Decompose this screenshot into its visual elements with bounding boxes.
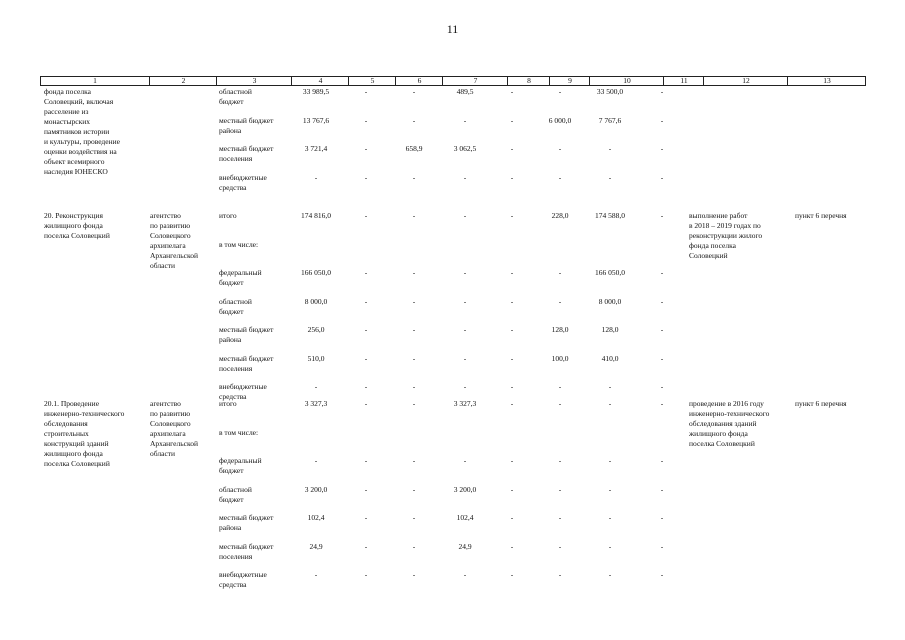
- value-cell: -: [510, 541, 514, 551]
- activity-name-line: объект всемирного: [44, 157, 105, 166]
- value-cell: -: [463, 570, 467, 579]
- activity-name-line: 20. Реконструкция: [44, 211, 103, 220]
- result-line: фонда поселка: [689, 241, 736, 250]
- value-cell: -: [463, 115, 467, 125]
- activity-name-line: поселка Соловецкий: [44, 231, 110, 240]
- column-header-9: 9: [549, 77, 590, 85]
- value-cell: -: [510, 268, 514, 277]
- value-cell: -: [510, 399, 514, 408]
- value-cell: -: [608, 456, 612, 465]
- value-cell: -: [608, 399, 612, 408]
- reference-cell: пункт 6 перечня: [795, 399, 847, 408]
- executor-line: по развитию: [150, 221, 191, 230]
- value-cell: -: [660, 456, 664, 465]
- funding-source-line: местный бюджет: [219, 353, 274, 363]
- value-cell: -: [660, 382, 664, 391]
- activity-name-line: жилищного фонда: [44, 449, 103, 458]
- funding-source-line: средства: [219, 182, 247, 192]
- value-cell: 166 050,0: [301, 268, 331, 277]
- column-header-13: 13: [787, 77, 866, 85]
- activity-name-line: 20.1. Проведение: [44, 399, 100, 408]
- value-cell: -: [660, 296, 664, 306]
- result-line: жилищного фонда: [689, 429, 748, 438]
- value-cell: -: [660, 399, 664, 408]
- value-cell: -: [364, 325, 368, 334]
- result-line: в 2018 – 2019 годах по: [689, 221, 761, 230]
- value-cell: -: [463, 325, 467, 334]
- funding-source-line: федеральный: [219, 268, 262, 277]
- value-cell: 8 000,0: [304, 296, 328, 306]
- funding-source-line: бюджет: [219, 306, 244, 316]
- funding-source-line: района: [219, 335, 242, 344]
- value-cell: 256,0: [307, 325, 325, 334]
- value-cell: -: [558, 456, 562, 465]
- value-cell: 128,0: [551, 325, 569, 334]
- activity-name-line: наследия ЮНЕСКО: [44, 167, 108, 176]
- value-cell: -: [364, 456, 368, 465]
- executor-line: архипелага: [150, 429, 186, 438]
- value-cell: -: [660, 353, 664, 363]
- value-cell: 24,9: [309, 541, 323, 551]
- value-cell: -: [608, 570, 612, 579]
- value-cell: -: [412, 570, 416, 579]
- value-cell: -: [660, 144, 664, 153]
- value-cell: -: [510, 456, 514, 465]
- value-cell: -: [510, 513, 514, 522]
- activity-name-line: фонда поселка: [44, 87, 91, 96]
- value-cell: -: [558, 484, 562, 494]
- value-cell: 3 327,3: [304, 399, 328, 408]
- reference-cell: пункт 6 перечня: [795, 211, 847, 220]
- value-cell: -: [660, 541, 664, 551]
- funding-source-line: областной: [219, 484, 252, 494]
- value-cell: -: [660, 513, 664, 522]
- funding-source-line: областной: [219, 296, 252, 306]
- value-cell: -: [314, 172, 318, 182]
- activity-name-line: монастырских: [44, 117, 90, 126]
- value-cell: -: [558, 513, 562, 522]
- column-header-4: 4: [291, 77, 349, 85]
- funding-source-line: поселения: [219, 154, 253, 163]
- value-cell: -: [364, 144, 368, 153]
- value-cell: -: [608, 382, 612, 391]
- value-cell: -: [412, 268, 416, 277]
- value-cell: -: [608, 484, 612, 494]
- activity-name-line: расселение из: [44, 107, 89, 116]
- value-cell: -: [608, 541, 612, 551]
- value-cell: -: [412, 456, 416, 465]
- value-cell: -: [660, 87, 664, 96]
- funding-source-line: областной: [219, 87, 252, 96]
- value-cell: 128,0: [601, 325, 619, 334]
- column-header-2: 2: [149, 77, 217, 85]
- value-cell: 228,0: [551, 211, 569, 220]
- column-header-1: 1: [93, 76, 97, 85]
- activity-name-line: жилищного фонда: [44, 221, 103, 230]
- value-cell: -: [608, 172, 612, 182]
- value-cell: -: [463, 172, 467, 182]
- value-cell: -: [364, 87, 368, 96]
- funding-source-line: внебюджетные: [219, 570, 267, 579]
- value-cell: 3 327,3: [453, 399, 477, 408]
- funding-source-line: местный бюджет: [219, 325, 274, 334]
- funding-source-line: внебюджетные: [219, 172, 267, 182]
- value-cell: -: [463, 456, 467, 465]
- value-cell: -: [510, 353, 514, 363]
- value-cell: 410,0: [601, 353, 619, 363]
- value-cell: -: [314, 456, 318, 465]
- value-cell: 174 816,0: [301, 211, 331, 220]
- value-cell: 658,9: [405, 144, 423, 153]
- value-cell: -: [412, 353, 416, 363]
- column-header-12: 12: [703, 77, 788, 85]
- column-header-8: 8: [507, 77, 550, 85]
- value-cell: 33 989,5: [302, 87, 330, 96]
- value-cell: -: [412, 513, 416, 522]
- funding-source-line: местный бюджет: [219, 144, 274, 153]
- funding-source-line: итого: [219, 399, 237, 408]
- value-cell: -: [412, 172, 416, 182]
- value-cell: -: [510, 172, 514, 182]
- executor-line: Соловецкого: [150, 231, 191, 240]
- executor-line: агентство: [150, 211, 181, 220]
- value-cell: -: [412, 382, 416, 391]
- page-number: 11: [446, 22, 459, 36]
- value-cell: -: [364, 172, 368, 182]
- value-cell: -: [463, 382, 467, 391]
- value-cell: -: [660, 115, 664, 125]
- value-cell: 24,9: [458, 541, 472, 551]
- value-cell: -: [660, 484, 664, 494]
- column-header-5: 5: [348, 77, 396, 85]
- value-cell: -: [412, 325, 416, 334]
- value-cell: 166 050,0: [595, 268, 625, 277]
- value-cell: -: [364, 296, 368, 306]
- value-cell: 7 767,6: [598, 115, 622, 125]
- executor-line: области: [150, 261, 176, 270]
- value-cell: -: [364, 541, 368, 551]
- executor-line: Архангельской: [150, 439, 198, 448]
- executor-line: области: [150, 449, 176, 458]
- value-cell: -: [510, 211, 514, 220]
- activity-name-line: Соловецкий, включая: [44, 97, 114, 106]
- value-cell: -: [660, 268, 664, 277]
- value-cell: 8 000,0: [598, 296, 622, 306]
- value-cell: -: [364, 115, 368, 125]
- value-cell: -: [660, 570, 664, 579]
- value-cell: 3 200,0: [304, 484, 328, 494]
- value-cell: -: [412, 541, 416, 551]
- funding-source-line: бюджет: [219, 494, 244, 504]
- funding-source-line: средства: [219, 580, 247, 589]
- funding-source-line: бюджет: [219, 278, 244, 287]
- executor-line: агентство: [150, 399, 181, 408]
- activity-name-line: конструкций зданий: [44, 439, 109, 448]
- funding-source-line: местный бюджет: [219, 513, 274, 522]
- value-cell: -: [412, 211, 416, 220]
- value-cell: -: [558, 570, 562, 579]
- funding-source-line: бюджет: [219, 97, 244, 106]
- value-cell: -: [364, 570, 368, 579]
- value-cell: -: [510, 382, 514, 391]
- funding-source-line: местный бюджет: [219, 541, 274, 551]
- funding-source-line: в том числе:: [219, 427, 259, 437]
- activity-name-line: обследования: [44, 419, 88, 428]
- value-cell: -: [364, 268, 368, 277]
- funding-source-line: поселения: [219, 363, 253, 373]
- executor-line: Соловецкого: [150, 419, 191, 428]
- value-cell: -: [412, 87, 416, 96]
- funding-source-line: бюджет: [219, 466, 244, 475]
- value-cell: -: [412, 115, 416, 125]
- result-line: проведение в 2016 году: [689, 399, 764, 408]
- funding-source-line: итого: [219, 211, 237, 220]
- activity-name-line: поселка Соловецкий: [44, 459, 110, 468]
- value-cell: -: [558, 87, 562, 96]
- value-cell: -: [364, 211, 368, 220]
- value-cell: -: [558, 144, 562, 153]
- activity-name-line: и культуры, проведение: [44, 137, 120, 146]
- result-line: инженерно-технического: [689, 409, 770, 418]
- value-cell: 100,0: [551, 353, 569, 363]
- table-header-row: [40, 76, 866, 86]
- column-header-7: 7: [442, 77, 508, 85]
- value-cell: -: [412, 484, 416, 494]
- value-cell: -: [364, 353, 368, 363]
- value-cell: 13 767,6: [302, 115, 330, 125]
- result-line: выполнение работ: [689, 211, 748, 220]
- value-cell: -: [660, 325, 664, 334]
- value-cell: -: [510, 570, 514, 579]
- value-cell: 33 500,0: [596, 87, 624, 96]
- value-cell: -: [558, 296, 562, 306]
- value-cell: -: [660, 211, 664, 220]
- executor-line: архипелага: [150, 241, 186, 250]
- funding-source-line: района: [219, 125, 242, 135]
- activity-name-line: инженерно-технического: [44, 409, 125, 418]
- value-cell: -: [558, 382, 562, 391]
- activity-name-line: памятников истории: [44, 127, 110, 136]
- value-cell: 3 200,0: [453, 484, 477, 494]
- value-cell: 489,5: [456, 87, 474, 96]
- value-cell: -: [510, 484, 514, 494]
- value-cell: 6 000,0: [548, 115, 572, 125]
- value-cell: -: [364, 399, 368, 408]
- value-cell: -: [463, 268, 467, 277]
- value-cell: -: [510, 87, 514, 96]
- funding-source-line: в том числе:: [219, 239, 259, 249]
- value-cell: 174 588,0: [595, 211, 625, 220]
- activity-name-line: строительных: [44, 429, 89, 438]
- activity-name-line: оценки воздействия на: [44, 147, 117, 156]
- funding-source-line: средства: [219, 392, 247, 401]
- value-cell: -: [660, 172, 664, 182]
- funding-source-line: поселения: [219, 551, 253, 561]
- value-cell: -: [558, 541, 562, 551]
- value-cell: -: [608, 144, 612, 153]
- value-cell: -: [314, 570, 318, 579]
- value-cell: -: [463, 211, 467, 220]
- value-cell: -: [314, 382, 318, 391]
- executor-line: Архангельской: [150, 251, 198, 260]
- value-cell: -: [463, 353, 467, 363]
- result-line: Соловецкий: [689, 251, 728, 260]
- value-cell: -: [412, 399, 416, 408]
- value-cell: -: [558, 399, 562, 408]
- value-cell: 102,4: [307, 513, 325, 522]
- value-cell: 102,4: [456, 513, 474, 522]
- value-cell: -: [364, 382, 368, 391]
- column-header-3: 3: [216, 77, 292, 85]
- result-line: поселка Соловецкий: [689, 439, 755, 448]
- value-cell: -: [558, 172, 562, 182]
- column-header-11: 11: [663, 77, 704, 85]
- value-cell: 510,0: [307, 353, 325, 363]
- value-cell: -: [510, 144, 514, 153]
- funding-source-line: местный бюджет: [219, 115, 274, 125]
- column-header-6: 6: [395, 77, 443, 85]
- value-cell: -: [364, 484, 368, 494]
- executor-line: по развитию: [150, 409, 191, 418]
- value-cell: -: [510, 325, 514, 334]
- value-cell: -: [364, 513, 368, 522]
- result-line: реконструкции жилого: [689, 231, 763, 240]
- value-cell: -: [510, 115, 514, 125]
- value-cell: 3 062,5: [453, 144, 477, 153]
- funding-source-line: района: [219, 523, 242, 532]
- value-cell: -: [558, 268, 562, 277]
- value-cell: -: [463, 296, 467, 306]
- funding-source-line: внебюджетные: [219, 382, 267, 391]
- value-cell: 3 721,4: [304, 144, 328, 153]
- funding-source-line: федеральный: [219, 456, 262, 465]
- value-cell: -: [412, 296, 416, 306]
- result-line: обследования зданий: [689, 419, 757, 428]
- value-cell: -: [608, 513, 612, 522]
- value-cell: -: [510, 296, 514, 306]
- column-header-10: 10: [589, 77, 664, 85]
